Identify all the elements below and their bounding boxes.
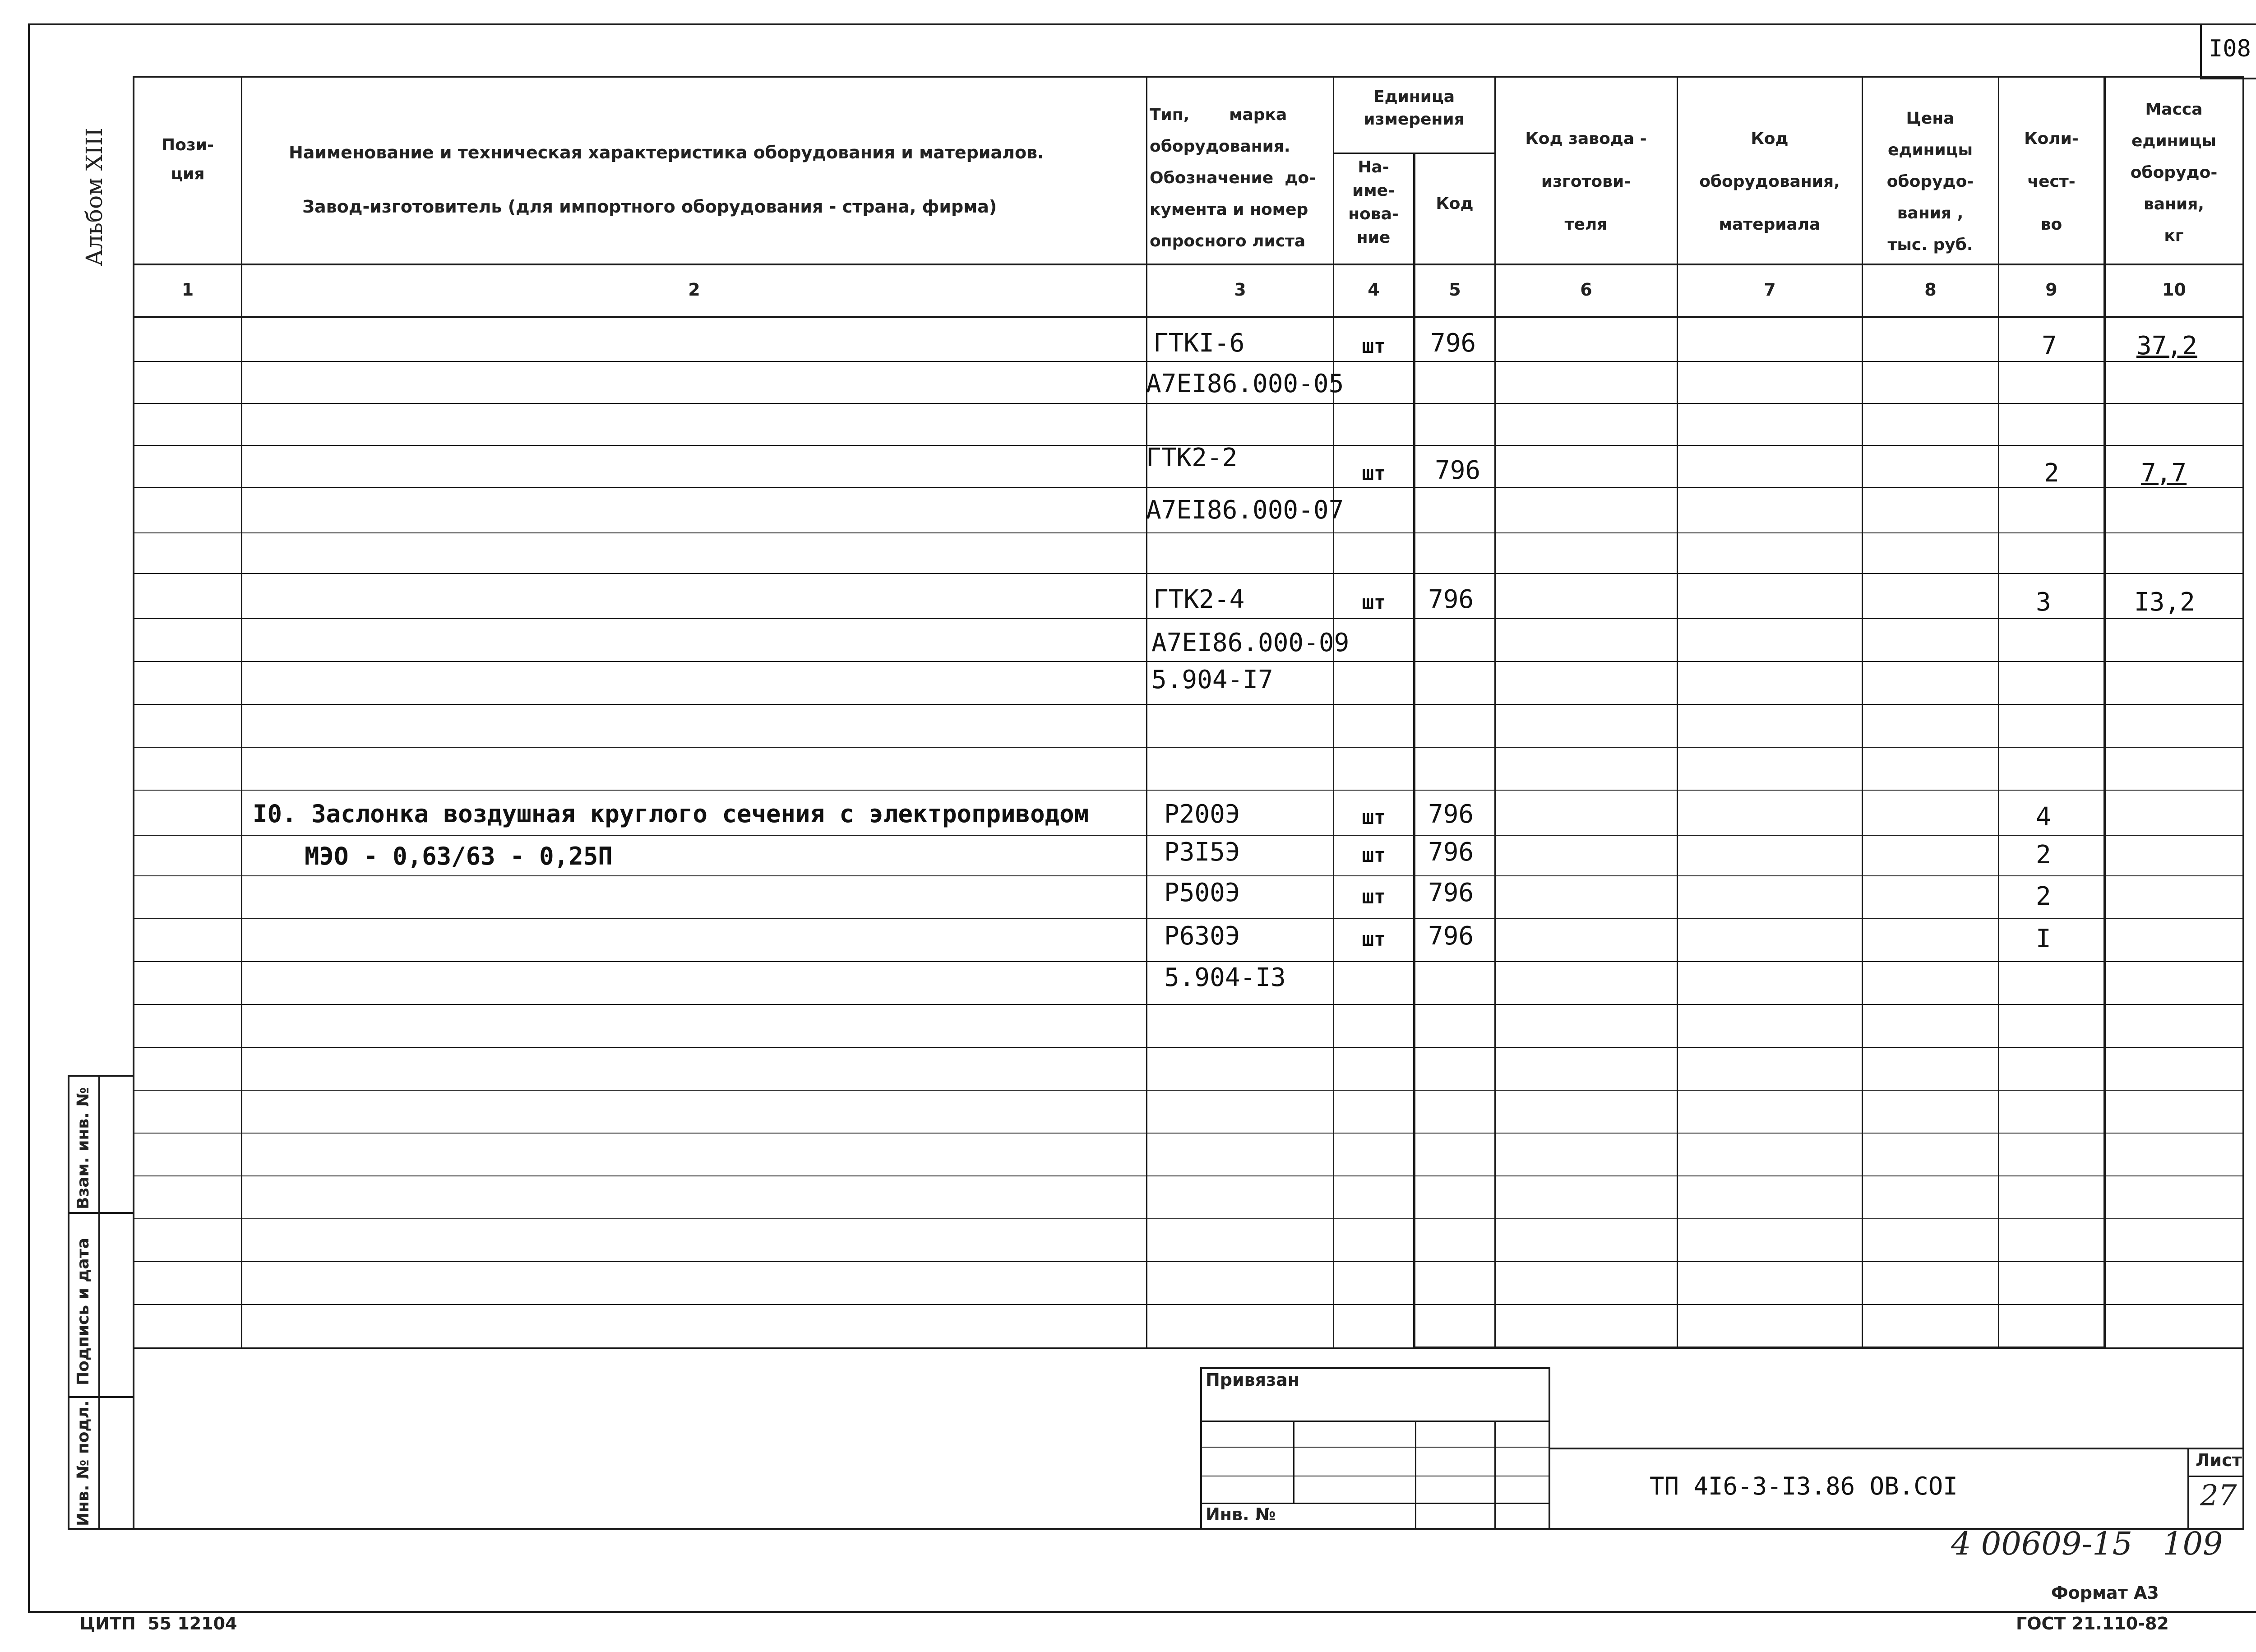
row5-unit: шт bbox=[1362, 844, 1386, 867]
row-line bbox=[133, 361, 2244, 362]
handwritten-note: 4 00609-15 109 bbox=[1951, 1525, 2223, 1562]
header-unit-code: Код bbox=[1436, 194, 1474, 213]
header-name: Наименование и техническая характеристика оборудования и материалов. Завод-изготовитель (для импортного оборудования - страна, фирма) bbox=[289, 143, 1044, 217]
row5-code: 796 bbox=[1428, 838, 1474, 867]
row-line bbox=[133, 1218, 2244, 1219]
col-number-4: 4 bbox=[1368, 280, 1380, 300]
row3-doc: А7ЕI86.000-09 bbox=[1151, 628, 1350, 657]
header-position: Пози- ция bbox=[162, 136, 214, 183]
row2-mass: 7,7 bbox=[2141, 458, 2187, 488]
row-line bbox=[133, 1261, 2244, 1262]
col-number-2: 2 bbox=[688, 280, 700, 300]
row5-name: МЭО - 0,63/63 - 0,25П bbox=[305, 842, 613, 870]
row7-unit: шт bbox=[1362, 928, 1386, 951]
row-line bbox=[133, 1175, 2244, 1176]
stamp-row bbox=[1200, 1447, 1550, 1448]
row6-type: Р500Э bbox=[1164, 878, 1240, 907]
row-line bbox=[133, 790, 2244, 791]
row3-type: ГТК2-4 bbox=[1153, 585, 1245, 614]
stamp-inv-no: Инв. № bbox=[1206, 1504, 1276, 1524]
row-line bbox=[133, 1304, 2244, 1305]
side-stamp-sep bbox=[68, 1212, 134, 1214]
row6-unit: шт bbox=[1362, 885, 1386, 908]
stamp-col bbox=[1293, 1421, 1294, 1503]
row6-code: 796 bbox=[1428, 878, 1474, 907]
col-number-8: 8 bbox=[1924, 280, 1937, 300]
header-factory-code: Код завода - изготови- теля bbox=[1525, 130, 1647, 234]
row2-qty: 2 bbox=[2044, 458, 2059, 488]
frame-top bbox=[28, 23, 2256, 25]
col-number-5: 5 bbox=[1449, 280, 1461, 300]
col-number-6: 6 bbox=[1580, 280, 1592, 300]
col-sep-1 bbox=[241, 76, 242, 1348]
page-box-bottom bbox=[2200, 78, 2256, 79]
col-number-1: 1 bbox=[181, 280, 194, 300]
col-sep-8 bbox=[1998, 76, 1999, 1348]
numbers-line bbox=[133, 316, 2244, 318]
col-sep-9 bbox=[2103, 76, 2106, 1348]
side-label-replaced: Взам. инв. № bbox=[74, 1087, 92, 1209]
row4-name: I0. Заслонка воздушная круглого сечения с электроприводом bbox=[253, 800, 1089, 828]
header-unit-name: На- име- нова- ние bbox=[1348, 158, 1399, 247]
stamp-col bbox=[1494, 1421, 1496, 1530]
row4-type: Р200Э bbox=[1164, 800, 1240, 829]
row-line bbox=[133, 1133, 2244, 1134]
row5-type: Р3I5Э bbox=[1164, 838, 1240, 867]
header-mass: Масса единицы оборудо- вания, кг bbox=[2130, 100, 2218, 245]
stamp-row bbox=[1200, 1421, 1550, 1422]
frame-left bbox=[28, 23, 30, 1613]
table-top bbox=[133, 76, 2244, 78]
gost-label: ГОСТ 21.110-82 bbox=[2016, 1614, 2169, 1633]
list-box-sep bbox=[2187, 1476, 2244, 1477]
row8-series: 5.904-I3 bbox=[1164, 963, 1286, 992]
row4-unit: шт bbox=[1362, 806, 1386, 829]
row7-type: Р630Э bbox=[1164, 921, 1240, 951]
row-line bbox=[133, 1047, 2244, 1048]
row4-code: 796 bbox=[1428, 800, 1474, 829]
row-line bbox=[133, 875, 2244, 876]
row3-qty: 3 bbox=[2036, 588, 2051, 617]
row1-code: 796 bbox=[1430, 329, 1476, 358]
col-sep-5 bbox=[1494, 76, 1496, 1348]
header-equipment-code: Код оборудования, материала bbox=[1699, 130, 1840, 234]
side-label-signature: Подпись и дата bbox=[74, 1238, 92, 1385]
header-quantity: Коли- чест- во bbox=[2024, 130, 2079, 234]
row-line bbox=[133, 532, 2244, 533]
doc-block-top bbox=[1549, 1448, 2244, 1449]
data-bottom-thin bbox=[133, 1347, 2244, 1349]
row1-type: ГТКI-6 bbox=[1153, 329, 1245, 358]
row-line bbox=[133, 747, 2244, 748]
list-label: Лист bbox=[2196, 1450, 2242, 1470]
row-line bbox=[133, 961, 2244, 962]
frame-bottom bbox=[28, 1611, 2256, 1613]
page-box-left bbox=[2200, 23, 2202, 79]
row1-qty: 7 bbox=[2042, 331, 2057, 361]
row-line bbox=[133, 573, 2244, 574]
doc-code: ТП 4I6-3-I3.86 ОВ.СОI bbox=[1650, 1472, 1958, 1500]
row7-qty: I bbox=[2036, 924, 2051, 953]
format-label: Формат А3 bbox=[2051, 1583, 2159, 1603]
col-sep-3 bbox=[1333, 76, 1334, 1348]
header-type: Тип, марка оборудования. Обозначение до- кумента и номер опросного листа bbox=[1150, 106, 1316, 250]
row7-code: 796 bbox=[1428, 921, 1474, 951]
row2-doc: А7ЕI86.000-07 bbox=[1146, 495, 1344, 525]
row4-qty: 4 bbox=[2036, 802, 2051, 832]
row-line bbox=[133, 618, 2244, 619]
table-right bbox=[2242, 76, 2244, 1530]
row2-code: 796 bbox=[1435, 456, 1481, 485]
tsitp-label: ЦИТП 55 12104 bbox=[79, 1614, 237, 1633]
row-line bbox=[133, 704, 2244, 705]
col-number-7: 7 bbox=[1764, 280, 1776, 300]
row3-unit: шт bbox=[1362, 591, 1386, 614]
col-sep-6 bbox=[1677, 76, 1678, 1348]
side-label-inv-no: Инв. № подл. bbox=[74, 1400, 92, 1526]
row-line bbox=[133, 918, 2244, 919]
row-line bbox=[133, 487, 2244, 488]
row3-code: 796 bbox=[1428, 585, 1474, 614]
side-stamp-left bbox=[68, 1075, 69, 1530]
col-sep-7 bbox=[1862, 76, 1863, 1348]
unit-header-line bbox=[1333, 153, 1495, 154]
row1-unit: шт bbox=[1362, 335, 1386, 358]
stamp-frame-left bbox=[1200, 1367, 1202, 1530]
col-number-9: 9 bbox=[2045, 280, 2057, 300]
album-label: Альбом XIII bbox=[81, 128, 107, 266]
row3-mass: I3,2 bbox=[2134, 588, 2195, 617]
row-line bbox=[133, 1090, 2244, 1091]
row-line bbox=[133, 1004, 2244, 1005]
stamp-privyazan: Привязан bbox=[1206, 1370, 1300, 1390]
col-number-10: 10 bbox=[2162, 280, 2186, 300]
stamp-col bbox=[1415, 1421, 1416, 1530]
list-box-left bbox=[2187, 1448, 2189, 1530]
header-price: Цена единицы оборудо- вания , тыс. руб. bbox=[1886, 109, 1974, 254]
col-sep-2 bbox=[1146, 76, 1147, 1348]
stamp-frame-top bbox=[1200, 1367, 1550, 1369]
col-sep-4 bbox=[1413, 153, 1415, 1348]
row1-doc: А7ЕI86.000-05 bbox=[1146, 369, 1344, 398]
header-unit: Единица измерения bbox=[1364, 88, 1465, 129]
row2-type: ГТК2-2 bbox=[1146, 443, 1238, 472]
row6-qty: 2 bbox=[2036, 882, 2051, 911]
stamp-row bbox=[1200, 1503, 1550, 1504]
header-line bbox=[133, 264, 2244, 265]
row-line bbox=[133, 403, 2244, 404]
col-number-3: 3 bbox=[1234, 280, 1246, 300]
row5-qty: 2 bbox=[2036, 840, 2051, 870]
row-line bbox=[133, 835, 2244, 836]
row3-series: 5.904-I7 bbox=[1151, 665, 1273, 694]
side-stamp-mid bbox=[98, 1075, 100, 1530]
table-bottom bbox=[68, 1528, 2244, 1530]
side-stamp-sep bbox=[68, 1396, 134, 1398]
side-stamp-top bbox=[68, 1075, 134, 1077]
row2-unit: шт bbox=[1362, 462, 1386, 485]
page-number: I08 bbox=[2209, 35, 2251, 62]
list-number: 27 bbox=[2200, 1479, 2237, 1513]
row1-mass: 37,2 bbox=[2136, 331, 2197, 361]
row-line bbox=[133, 661, 2244, 662]
